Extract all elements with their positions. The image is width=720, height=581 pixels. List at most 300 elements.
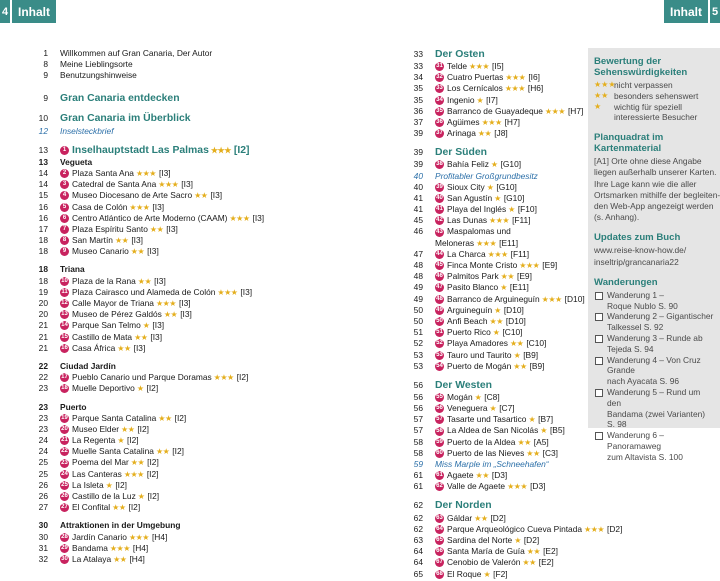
entry-title xyxy=(60,213,264,224)
subsection-heading[interactable] xyxy=(28,361,328,372)
entry-title xyxy=(60,413,186,424)
toc-entry[interactable] xyxy=(28,469,328,480)
poi-number-badge: 60 xyxy=(436,449,443,456)
map-grid-ref: [I2] xyxy=(236,372,249,383)
toc-entry[interactable] xyxy=(403,171,583,182)
entry-title xyxy=(60,332,162,343)
poi-number-badge: 37 xyxy=(436,130,443,137)
entry-text: Inselhauptstadt Las Palmas xyxy=(72,144,209,156)
toc-entry[interactable] xyxy=(403,557,583,568)
entry-title xyxy=(60,126,114,137)
entry-title xyxy=(60,309,192,320)
toc-entry[interactable] xyxy=(403,338,583,349)
updates-url-line[interactable]: inseltrip/grancanaria22 xyxy=(594,256,679,267)
map-grid-ref: [F11] xyxy=(510,248,530,259)
poi-number-badge: 52 xyxy=(436,340,443,347)
toc-entry[interactable] xyxy=(28,480,328,491)
entry-title xyxy=(60,383,158,394)
entry-title xyxy=(60,446,184,457)
toc-entry[interactable] xyxy=(403,361,583,372)
page-number: 10 xyxy=(38,113,48,124)
map-grid-ref: [F10] xyxy=(517,204,537,215)
page-number: 65 xyxy=(413,568,423,579)
rating-stars: ★★★ xyxy=(109,543,130,553)
entry-title xyxy=(435,513,506,524)
rating-stars: ★ xyxy=(474,392,482,402)
toc-entry[interactable] xyxy=(403,327,583,338)
toc-entry[interactable] xyxy=(28,332,328,343)
poi-number-badge: 18 xyxy=(61,385,68,392)
entry-text: Museo Diocesano de Arte Sacro xyxy=(72,190,193,201)
entry-title xyxy=(435,448,558,459)
entry-text: Meloneras xyxy=(435,237,475,248)
entry-title xyxy=(435,414,553,425)
map-grid-ref: [I2] xyxy=(233,144,250,156)
map-grid-ref: [H7] xyxy=(567,105,584,116)
rating-stars: ★ xyxy=(494,305,501,315)
page-number: 63 xyxy=(413,534,423,545)
entry-text: Valle de Agaete xyxy=(447,481,506,492)
entry-title xyxy=(60,276,166,287)
toc-entry[interactable] xyxy=(28,70,328,81)
poi-number-badge: 3 xyxy=(60,180,69,189)
subsection-heading[interactable] xyxy=(28,402,328,413)
poi-number-badge: 32 xyxy=(436,74,443,81)
entry-text: Der Westen xyxy=(435,379,492,391)
entry-title xyxy=(60,480,127,491)
entry-text: Meine Lieblingsorte xyxy=(60,59,133,70)
toc-entry[interactable] xyxy=(403,106,583,117)
map-grid-ref: [C8] xyxy=(484,391,500,402)
rating-stars: ★ xyxy=(528,415,536,425)
page-number: 18 xyxy=(38,246,48,257)
entry-text: Anfi Beach xyxy=(447,315,488,326)
toc-entry[interactable] xyxy=(403,425,583,436)
page-number: 49 xyxy=(413,293,423,304)
entry-text: Mogán xyxy=(447,391,473,402)
entry-text: Poema del Mar xyxy=(72,457,129,468)
poi-number-badge: 5 xyxy=(60,203,69,212)
page-number: 17 xyxy=(38,223,48,234)
entry-text: Arinaga xyxy=(447,128,476,139)
map-grid-ref: [I3] xyxy=(210,190,223,201)
spacer xyxy=(28,137,328,144)
toc-entry[interactable] xyxy=(403,305,583,316)
toc-entry[interactable] xyxy=(28,213,328,224)
toc-entry[interactable] xyxy=(28,298,328,309)
poi-number-badge: 23 xyxy=(61,459,68,466)
poi-number-badge: 8 xyxy=(60,236,69,245)
entry-title xyxy=(435,215,531,226)
entry-text: Gran Canaria entdecken xyxy=(60,93,180,105)
page-number: 40 xyxy=(413,181,423,192)
toc-entry[interactable] xyxy=(403,193,583,204)
rating-stars: ★★ xyxy=(155,447,170,457)
entry-text: La Charca xyxy=(447,248,486,259)
entry-title xyxy=(435,380,492,391)
toc-entry[interactable] xyxy=(403,226,583,237)
map-grid-ref: [D3] xyxy=(491,470,508,481)
entry-title xyxy=(435,61,504,72)
map-grid-ref: [I2] xyxy=(147,491,160,501)
section-heading[interactable] xyxy=(28,144,328,157)
toc-entry[interactable] xyxy=(28,320,328,331)
page-number: 58 xyxy=(413,436,423,447)
page-number: 59 xyxy=(413,459,423,469)
toc-entry[interactable] xyxy=(28,126,328,137)
toc-entry[interactable] xyxy=(403,260,583,271)
entry-title xyxy=(60,224,178,235)
page-number: 14 xyxy=(38,179,48,190)
entry-title xyxy=(435,459,549,470)
subsection-heading[interactable] xyxy=(28,157,328,168)
legend-stars: ★★ xyxy=(594,90,609,100)
toc-entry[interactable] xyxy=(403,61,583,72)
toc-entry[interactable] xyxy=(28,168,328,179)
page-number: 47 xyxy=(413,248,423,259)
entry-text: Puerto de la Aldea xyxy=(447,436,516,447)
poi-number-badge: 17 xyxy=(61,374,68,381)
rating-stars: ★★★ xyxy=(469,62,490,71)
toc-entry[interactable] xyxy=(403,72,583,83)
page-number-left: 4 xyxy=(0,0,12,23)
toc-entry[interactable] xyxy=(28,246,328,257)
entry-text: San Agustín xyxy=(447,192,493,203)
entry-text: Parque Santa Catalina xyxy=(72,412,157,423)
toc-entry[interactable] xyxy=(28,287,328,298)
section-heading[interactable] xyxy=(403,379,583,392)
map-grid-ref: [D10] xyxy=(503,304,524,315)
page-number: 53 xyxy=(413,360,423,371)
entry-text: Barranco de Guayadeque xyxy=(447,105,543,116)
legend-stars xyxy=(594,112,614,123)
page-number: 24 xyxy=(38,446,48,457)
spacer xyxy=(28,257,328,264)
poi-number-badge: 54 xyxy=(436,362,443,369)
entry-text: Puerto de las Nieves xyxy=(447,447,525,458)
rating-stars: ★★ xyxy=(137,276,152,286)
wander-item xyxy=(594,311,714,333)
poi-number-badge: 59 xyxy=(436,438,443,445)
toc-entry[interactable] xyxy=(28,502,328,513)
entry-text: La Atalaya xyxy=(72,553,112,564)
rating-stars: ★★★ xyxy=(476,238,497,248)
poi-number-badge: 61 xyxy=(436,472,443,479)
toc-entry[interactable] xyxy=(403,294,583,305)
entry-title xyxy=(60,145,249,156)
toc-entry[interactable] xyxy=(28,446,328,457)
entry-text: Tauro und Taurito xyxy=(447,349,512,360)
wander-line: Wanderung 6 – Panoramaweg xyxy=(607,430,664,451)
page-number: 49 xyxy=(413,282,423,293)
rating-stars: ★★ xyxy=(517,437,531,447)
map-grid-ref: [I3] xyxy=(152,201,165,212)
rating-stars: ★★ xyxy=(526,547,541,557)
section-heading[interactable] xyxy=(28,93,328,106)
toc-entry[interactable] xyxy=(403,350,583,361)
page-number: 16 xyxy=(38,212,48,223)
entry-text: Jardín Canario xyxy=(72,531,127,542)
entry-title xyxy=(435,106,583,117)
toc-entry[interactable] xyxy=(403,403,583,414)
poi-number-badge: 55 xyxy=(436,393,443,400)
wander-item xyxy=(594,387,714,430)
map-grid-ref: [I3] xyxy=(147,246,159,257)
entry-text: Castillo de la Luz xyxy=(72,491,136,501)
poi-number-badge: 6 xyxy=(60,214,69,223)
page-number: 51 xyxy=(413,327,423,338)
poi-number-badge: 16 xyxy=(61,344,68,351)
page-number: 26 xyxy=(38,479,48,490)
section-heading[interactable] xyxy=(403,146,583,159)
map-grid-ref: [F2] xyxy=(493,568,508,579)
entry-title xyxy=(435,182,517,193)
toc-entry[interactable] xyxy=(403,83,583,94)
wander-text xyxy=(607,387,714,430)
page-number: 24 xyxy=(38,435,48,446)
toc-entry[interactable] xyxy=(403,128,583,139)
header-title-left: Inhalt xyxy=(12,0,56,23)
toc-entry[interactable] xyxy=(403,535,583,546)
entry-title xyxy=(435,305,524,316)
toc-entry[interactable] xyxy=(28,309,328,320)
entry-text: Sioux City xyxy=(447,181,485,192)
toc-entry[interactable] xyxy=(403,546,583,557)
toc-entry[interactable] xyxy=(403,271,583,282)
entry-text: Castillo de Mata xyxy=(72,331,133,342)
entry-text: Triana xyxy=(60,264,85,275)
toc-entry[interactable] xyxy=(28,457,328,468)
legend-stars: ★★★ xyxy=(594,80,616,89)
toc-entry[interactable] xyxy=(28,372,328,383)
entry-text: Playa Amadores xyxy=(447,338,508,349)
toc-entry[interactable] xyxy=(403,95,583,106)
map-grid-ref: [I6] xyxy=(528,72,540,83)
poi-number-badge: 45 xyxy=(436,262,443,269)
toc-entry[interactable] xyxy=(28,554,328,565)
entry-title xyxy=(435,204,537,215)
toc-entry[interactable] xyxy=(403,569,583,580)
map-grid-ref: [E2] xyxy=(543,546,558,557)
map-grid-ref: [C10] xyxy=(502,327,523,338)
page-number: 58 xyxy=(413,447,423,458)
poi-number-badge: 50 xyxy=(436,318,443,325)
entry-title xyxy=(435,226,511,237)
spacer xyxy=(28,513,328,520)
toc-entry[interactable] xyxy=(403,249,583,260)
rating-stars: ★★★ xyxy=(519,261,540,270)
page-number: 64 xyxy=(413,557,423,568)
toc-entry[interactable] xyxy=(403,459,583,470)
entry-title xyxy=(435,271,532,282)
toc-entry[interactable] xyxy=(28,276,328,287)
toc-entry[interactable] xyxy=(403,204,583,215)
page-number: 53 xyxy=(413,349,423,360)
wander-line: Wanderung 3 – Runde ab xyxy=(607,333,703,343)
poi-number-badge: 19 xyxy=(61,414,68,421)
rating-stars: ★★★ xyxy=(489,216,510,226)
rating-stars: ★★ xyxy=(130,458,145,468)
entry-text: Profitabler Großgrundbesitz xyxy=(435,170,538,181)
subsection-heading[interactable] xyxy=(28,520,328,531)
page-number: 35 xyxy=(413,94,423,105)
wander-line: Wanderung 1 – xyxy=(607,289,664,300)
entry-title xyxy=(60,343,145,354)
entry-text: Tasarte und Tasartico xyxy=(447,414,527,425)
toc-entry[interactable] xyxy=(403,513,583,524)
plan-line: (s. Anhang). xyxy=(594,212,640,223)
toc-entry[interactable] xyxy=(28,59,328,70)
section-heading[interactable] xyxy=(403,48,583,61)
page-number: 36 xyxy=(413,105,423,116)
checkbox-icon xyxy=(595,389,603,397)
poi-number-badge: 46 xyxy=(436,273,443,280)
toc-entry[interactable] xyxy=(403,392,583,403)
toc-entry[interactable] xyxy=(28,179,328,190)
entry-title xyxy=(435,524,622,535)
toc-entry[interactable] xyxy=(403,159,583,170)
entry-text: Santa María de Guía xyxy=(447,546,525,557)
poi-number-badge: 64 xyxy=(436,525,443,532)
wander-line: Talkessel S. 92 xyxy=(607,322,664,333)
rating-stars: ★★ xyxy=(121,424,135,434)
toc-entry[interactable] xyxy=(403,238,583,249)
toc-entry[interactable] xyxy=(403,437,583,448)
subsection-heading[interactable] xyxy=(28,264,328,275)
toc-entry[interactable] xyxy=(28,235,328,246)
toc-entry[interactable] xyxy=(403,282,583,293)
rating-stars: ★★ xyxy=(149,224,164,234)
entry-text: Benutzungshinweise xyxy=(60,70,137,81)
checkbox-icon xyxy=(595,292,603,300)
toc-entry[interactable] xyxy=(403,481,583,492)
map-grid-ref: [H4] xyxy=(129,553,145,564)
poi-number-badge: 34 xyxy=(436,96,443,103)
entry-title xyxy=(60,202,164,213)
page-number: 39 xyxy=(413,128,423,139)
poi-number-badge: 9 xyxy=(60,247,69,256)
rating-stars: ★ xyxy=(492,328,500,338)
toc-entry[interactable] xyxy=(403,215,583,226)
entry-title xyxy=(435,128,508,139)
legend-text: wichtig für speziell xyxy=(614,101,682,112)
map-grid-ref: [I3] xyxy=(131,235,143,246)
toc-entry[interactable] xyxy=(403,414,583,425)
entry-title xyxy=(60,179,193,190)
legend-text: nicht verpassen xyxy=(614,80,673,90)
poi-number-badge: 25 xyxy=(61,481,68,488)
rating-stars: ★★★ xyxy=(487,249,508,259)
updates-text[interactable] xyxy=(594,245,714,267)
wander-item xyxy=(594,333,714,355)
map-grid-ref: [E2] xyxy=(538,557,554,568)
rating-stars: ★★ xyxy=(113,554,127,564)
entry-text: Willkommen auf Gran Canaria, Der Autor xyxy=(60,48,213,58)
map-grid-ref: [B9] xyxy=(523,349,539,360)
toc-left-column xyxy=(28,48,328,565)
toc-entry[interactable] xyxy=(28,491,328,502)
section-heading[interactable] xyxy=(403,500,583,513)
toc-entry[interactable] xyxy=(28,435,328,446)
poi-number-badge: 58 xyxy=(436,427,443,434)
entry-title xyxy=(60,264,85,275)
page-number: 64 xyxy=(413,546,423,557)
entry-text: La Regenta xyxy=(72,435,116,446)
page-number: 57 xyxy=(413,414,423,425)
page-number: 33 xyxy=(413,48,423,59)
entry-title xyxy=(435,260,557,271)
entry-text: El Confital xyxy=(72,502,111,513)
page-number: 56 xyxy=(413,379,423,390)
entry-text: Inselsteckbrief xyxy=(60,125,114,136)
toc-entry[interactable] xyxy=(403,448,583,459)
toc-entry[interactable] xyxy=(28,202,328,213)
toc-entry[interactable] xyxy=(28,413,328,424)
page-number: 22 xyxy=(38,372,48,383)
entry-text: Centro Atlántico de Arte Moderno (CAAM) xyxy=(72,212,228,223)
entry-title xyxy=(60,424,149,435)
toc-entry[interactable] xyxy=(403,523,623,535)
entry-text: Barranco de Arguineguín xyxy=(447,293,540,304)
checkbox-icon xyxy=(595,313,603,321)
rating-stars: ★★ xyxy=(194,191,208,201)
map-grid-ref: [I2] xyxy=(126,435,139,446)
map-grid-ref: [G10] xyxy=(503,192,525,203)
toc-entry[interactable] xyxy=(403,182,583,193)
toc-entry[interactable] xyxy=(28,343,328,354)
poi-number-badge: 4 xyxy=(60,191,69,200)
poi-number-badge: 38 xyxy=(436,161,443,168)
toc-entry[interactable] xyxy=(28,48,328,59)
page-number: 23 xyxy=(38,383,48,394)
entry-title xyxy=(60,402,87,413)
entry-text: Sardina del Norte xyxy=(447,534,513,545)
entry-title xyxy=(435,392,500,403)
toc-entry[interactable] xyxy=(28,190,328,201)
toc-entry[interactable] xyxy=(28,532,328,543)
toc-entry[interactable] xyxy=(403,117,583,128)
map-grid-ref: [G10] xyxy=(500,159,522,170)
map-grid-ref: [I3] xyxy=(252,212,265,223)
entry-title xyxy=(60,235,143,246)
page-number: 13 xyxy=(38,156,48,167)
rating-stars: ★★ xyxy=(134,332,148,342)
updates-url-line[interactable]: www.reise-know-how.de/ xyxy=(594,245,687,256)
rating-stars: ★ xyxy=(508,205,515,215)
page-number: 14 xyxy=(38,167,48,178)
map-grid-ref: [D10] xyxy=(564,293,585,304)
toc-entry[interactable] xyxy=(28,543,328,554)
toc-entry[interactable] xyxy=(28,383,328,394)
section-heading[interactable] xyxy=(28,113,328,126)
map-grid-ref: [D2] xyxy=(523,534,540,545)
toc-entry[interactable] xyxy=(403,470,583,481)
entry-title xyxy=(435,83,543,94)
map-grid-ref: [C10] xyxy=(526,338,547,349)
rating-stars: ★★★ xyxy=(155,299,176,308)
map-grid-ref: [A5] xyxy=(533,436,549,447)
entry-text: Ciudad Jardín xyxy=(60,360,116,371)
toc-entry[interactable] xyxy=(403,316,583,327)
toc-entry[interactable] xyxy=(28,424,328,435)
rating-stars: ★ xyxy=(483,569,491,579)
entry-title xyxy=(60,113,191,124)
entry-text: Gran Canaria im Überblick xyxy=(60,113,191,125)
entry-text: Museo Canario xyxy=(72,246,129,257)
header-title-right: Inhalt xyxy=(664,0,708,23)
toc-entry[interactable] xyxy=(28,224,328,235)
poi-number-badge: 27 xyxy=(61,504,68,511)
